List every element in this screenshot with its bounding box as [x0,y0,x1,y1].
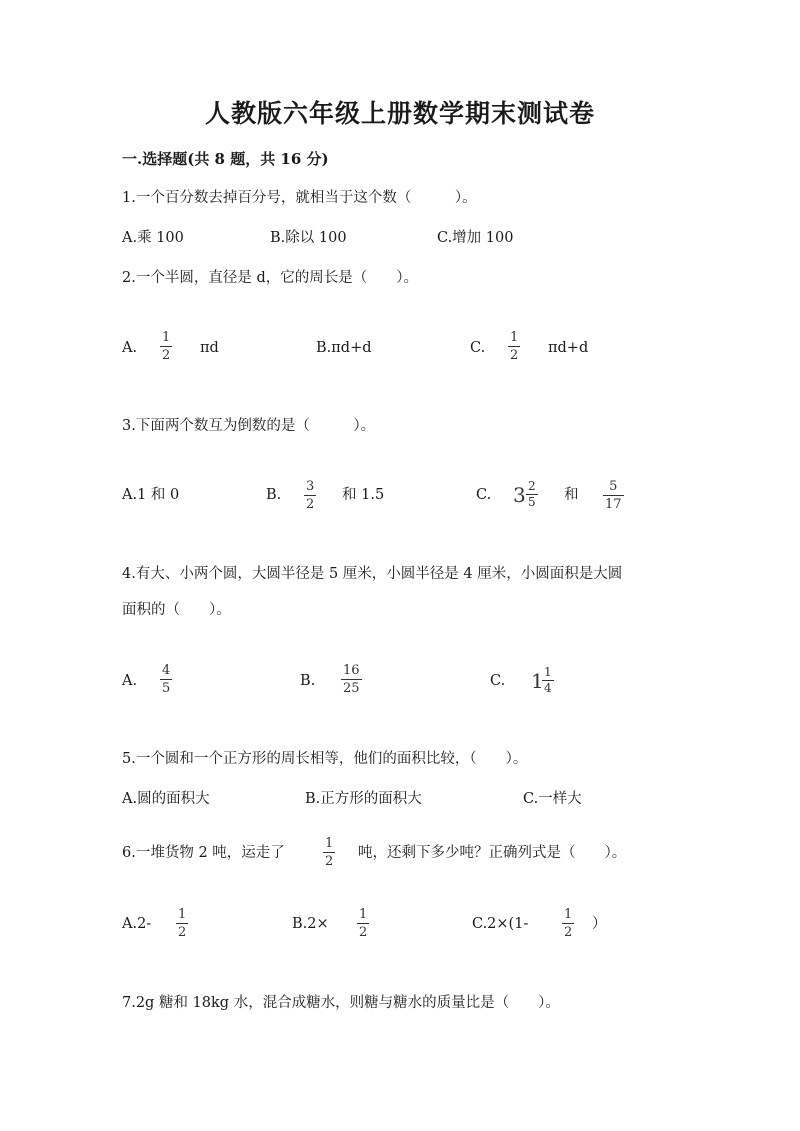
fraction-bar [562,923,574,924]
fraction-bar [160,346,172,347]
question-2-option-c-fraction [508,330,520,363]
question-6-option-c-tail: ） [592,916,607,932]
question-3-option-b-fraction [304,479,316,512]
question-2-option-a-fraction [160,330,172,363]
question-6-stem-pre: 6.一堆货物 2 吨，运走了 [122,845,285,861]
question-1-option-a: A.乘 100 [122,230,184,246]
question-2-option-b: B.πd+d [316,340,372,356]
question-2-option-c-tail: πd+d [548,340,589,356]
question-6-option-c-fraction [562,907,574,940]
question-3-option-c-second-fraction [603,479,624,512]
question-6-option-a-label: A.2- [122,916,152,932]
fraction-numerator: 1 [162,330,171,345]
question-3-option-c-mid: 和 [564,487,579,503]
fraction-numerator: 4 [162,663,171,678]
question-4-option-b-label: B. [300,673,316,689]
page-title: 人教版六年级上册数学期末测试卷 [204,99,595,128]
question-1-option-b: B.除以 100 [270,230,347,246]
fraction-numerator: 3 [306,479,315,494]
fraction-numerator: 1 [178,907,187,922]
fraction-numerator: 1 [359,907,368,922]
question-6-option-b-fraction [357,907,369,940]
question-5-option-c: C.一样大 [523,791,582,807]
question-2-option-a-label: A. [122,340,138,356]
fraction-denominator: 2 [325,854,334,869]
fraction-denominator: 2 [178,925,187,940]
fraction-numerator: 5 [609,479,618,494]
question-5-option-a: A.圆的面积大 [122,791,210,807]
fraction-numerator: 1 [510,330,519,345]
question-6-stem-post: 吨，还剩下多少吨？正确列式是（ ）。 [358,845,627,861]
fraction-bar [357,923,369,924]
question-3-option-b-tail: 和 1.5 [342,487,385,503]
question-5-option-b: B.正方形的面积大 [305,791,422,807]
fraction-bar [508,346,520,347]
question-6-option-c-label: C.2×(1- [472,916,529,932]
fraction-denominator: 25 [343,681,360,696]
fraction-numerator: 1 [544,665,552,679]
fraction-bar [323,852,335,853]
question-2-stem: 2.一个半圆，直径是 d，它的周长是（ ）。 [122,270,418,286]
question-4-option-a-fraction [160,663,172,696]
fraction-denominator: 4 [544,681,552,695]
question-3-option-a: A.1 和 0 [122,487,180,503]
fraction-denominator: 5 [528,495,536,509]
question-3-option-c-label: C. [476,487,492,503]
fraction-numerator: 1 [325,836,334,851]
question-2-option-c-label: C. [470,340,486,356]
question-3-option-c-whole: 3 [513,483,526,507]
fraction-numerator: 2 [528,479,536,493]
fraction-numerator: 1 [564,907,573,922]
fraction-denominator: 2 [564,925,573,940]
section-heading: 一.选择题(共 8 题，共 16 分) [122,150,329,168]
fraction-denominator: 2 [306,497,315,512]
fraction-denominator: 2 [162,348,171,363]
question-4-option-a-label: A. [122,673,138,689]
question-6-stem-fraction [323,836,335,869]
question-5-stem: 5.一个圆和一个正方形的周长相等，他们的面积比较，（ ）。 [122,751,528,767]
question-4-option-c-fraction [542,666,554,695]
fraction-denominator: 5 [162,681,171,696]
fraction-bar [176,923,188,924]
fraction-numerator: 16 [343,663,360,678]
question-3-stem: 3.下面两个数互为倒数的是（ ）。 [122,418,376,434]
question-3-option-b-label: B. [266,487,282,503]
question-1-option-c: C.增加 100 [437,230,514,246]
question-6-option-a-fraction [176,907,188,940]
fraction-bar [603,495,624,496]
fraction-bar [160,679,172,680]
question-4-option-b-fraction [341,663,362,696]
question-3-option-c-fraction [526,480,538,509]
question-7-stem: 7.2g 糖和 18kg 水，混合成糖水，则糖与糖水的质量比是（ ）。 [122,995,560,1011]
fraction-bar [341,679,362,680]
fraction-denominator: 17 [605,497,622,512]
question-6-option-b-label: B.2× [292,916,329,932]
question-4-option-c-whole: 1 [531,669,544,693]
question-4-option-c-label: C. [490,673,506,689]
question-4-stem-line-2: 面积的（ ）。 [122,602,231,618]
fraction-bar [304,495,316,496]
fraction-denominator: 2 [510,348,519,363]
question-4-stem-line-1: 4.有大、小两个圆，大圆半径是 5 厘米，小圆半径是 4 厘米，小圆面积是大圆 [122,566,623,582]
question-1-stem: 1.一个百分数去掉百分号，就相当于这个数（ ）。 [122,190,477,206]
question-2-option-a-tail: πd [200,340,219,356]
fraction-denominator: 2 [359,925,368,940]
